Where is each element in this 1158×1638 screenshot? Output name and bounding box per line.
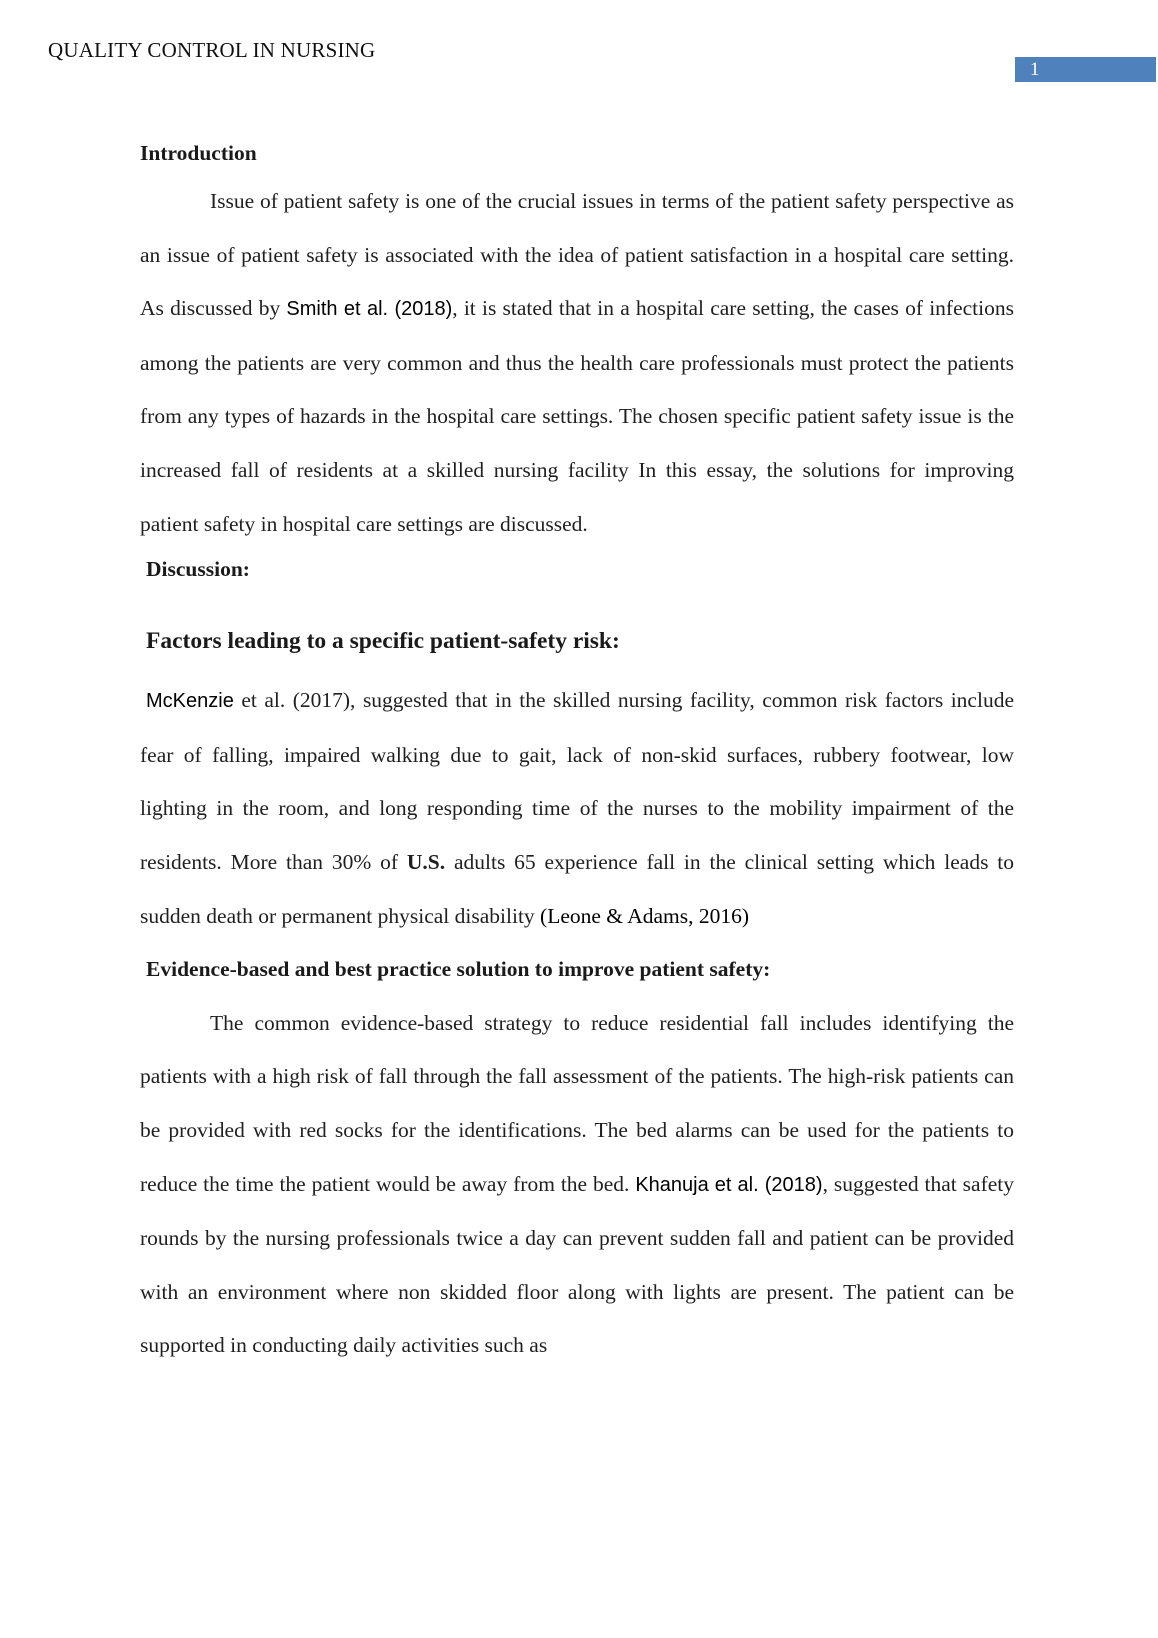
document-body — [140, 135, 1014, 1373]
introduction-text-1: Issue of patient safety is one of the crucial issues in terms of the patient safety perspective as an issue of patient safety is associated with the idea of patient satisfaction in a hospital care setting. As discussed by — [140, 189, 1014, 321]
evidence-text-1: The common evidence-based strategy to reduce residential fall includes identifying the patients with a high risk of fall through the fall assessment of the patients. The high-risk patients can be provided with red socks for the identifications. The bed alarms can be used for the patients to reduce the time the patient would be away from the bed. — [140, 1010, 1014, 1196]
citation-mckenzie: McKenzie — [146, 690, 234, 713]
factors-text-2: adults 65 experience fall in the clinical setting which leads to sudden death or permanent physical disability — [140, 849, 1014, 928]
discussion-heading: Discussion: — [146, 557, 250, 582]
evidence-paragraph — [140, 997, 1014, 1373]
evidence-heading: Evidence-based and best practice solution to improve patient safety: — [146, 957, 771, 982]
citation-smith: Smith et al. (2018) — [286, 298, 453, 321]
citation-leone-adams: (Leone & Adams, 2016) — [540, 903, 750, 928]
page-number-box — [1015, 57, 1156, 82]
factors-heading: Factors leading to a specific patient-safety risk: — [146, 628, 620, 655]
evidence-text-2: , suggested that safety rounds by the nursing professionals twice a day can prevent sudden fall and patient can be provided with an environment where non skidded floor along with lights are present. The patient can be supported in conducting daily activities such as — [140, 1171, 1015, 1358]
running-head: QUALITY CONTROL IN NURSING — [48, 38, 376, 62]
citation-khanuja: Khanuja et al. (2018) — [635, 1173, 823, 1196]
introduction-paragraph — [140, 175, 1014, 551]
factors-text-1: et al. (2017), suggested that in the skilled nursing facility, common risk factors include fear of falling, impaired walking due to gait, lack of non-skid surfaces, rubbery footwear, low lighting in the room, and long responding time of the nurses to the mobility impairment of the residents. More than 30% of — [140, 688, 1014, 874]
page-number: 1 — [1030, 59, 1040, 80]
introduction-text-2: , it is stated that in a hospital care setting, the cases of infections among the patients are very common and thus the health care professionals must protect the patients from any types of hazards in the hospital care settings. The chosen specific patient safety issue is the increased fall of residents at a skilled nursing facility In this essay, the solutions for improving patient safety in hospital care settings are discussed. — [140, 296, 1014, 536]
us-bold-text: U.S. — [406, 849, 446, 874]
introduction-heading: Introduction — [140, 141, 257, 165]
factors-paragraph — [140, 674, 1014, 943]
